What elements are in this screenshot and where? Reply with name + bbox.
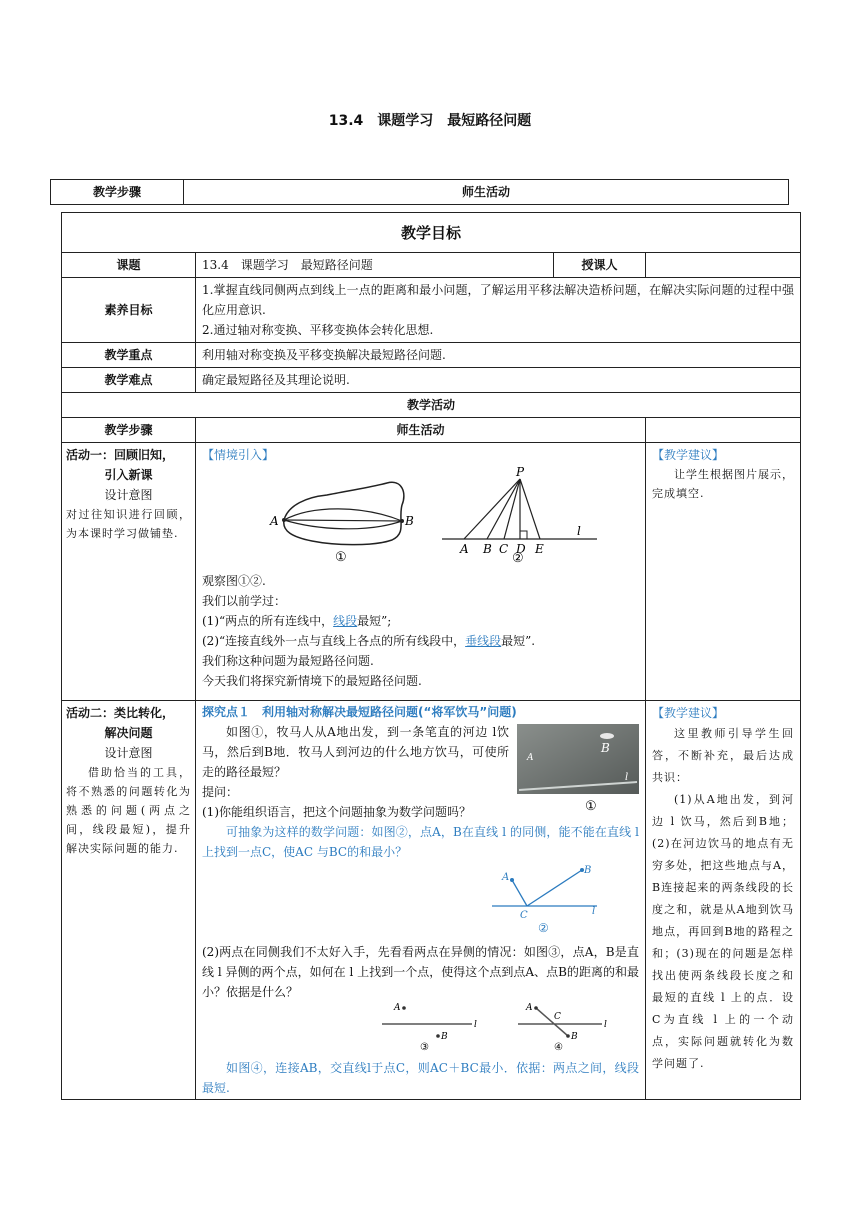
fig4-a-label: A [526, 1003, 533, 1013]
fig3-num: ③ [420, 1042, 429, 1052]
fig2-a-label: A [502, 872, 510, 883]
photo-label-a: A [527, 753, 534, 763]
answer-perpendicular: 垂线段 [465, 634, 502, 648]
header-activity: 师生活动 [184, 180, 789, 205]
activity1-call: 我们称这种问题为最短路径问题. [202, 654, 374, 668]
photo-label-l: l [625, 772, 629, 783]
activity2-q2: (2)两点在同侧我们不太好入手，先看看两点在异侧的情况：如图③，点A，B是直线 l 异侧的两个点，如何在 l 上找到一个点，使得这个点到点A、点B的距离的和最小？依据是什么？ [202, 945, 639, 999]
activity2-advice-p2: (1)从A地出发，到河边 l 饮马，然后到B地；(2)在河边饮马的地点有无穷多处，把这些地点与A，B连接起来的两条线段的长度之和，就是从A地到饮马地点，再回到B地的路程之和；(3)现在的问题是怎样找出使两条线段长度之和最短的直线 l 上的点．设C为直线 l 上的一个动点，实际问题就转化为数学问题了. [652, 793, 795, 1070]
fig3-fig4 [202, 1002, 632, 1052]
literacy-label: 素养目标 [62, 278, 196, 343]
activity1-intent: 对过往知识进行回顾，为本课时学习做铺垫. [66, 508, 191, 540]
activity2-intent-title: 设计意图 [104, 746, 153, 760]
fig4-num: ④ [554, 1042, 563, 1052]
explore-title: 探究点１ 利用轴对称解决最短路径问题(“将军饮马”问题) [202, 705, 517, 719]
fig4-l-label: l [604, 1020, 607, 1030]
activity1-intent-title: 设计意图 [104, 488, 153, 502]
activity1-observe: 观察图①②. [202, 574, 266, 588]
teacher-label: 授课人 [554, 253, 646, 278]
activity1-today: 今天我们将探究新情境下的最短路径问题. [202, 674, 422, 688]
literacy-goal-2: 2.通过轴对称变换、平移变换体会转化思想. [202, 323, 434, 337]
fig4-c-label: C [554, 1012, 561, 1022]
fig4-b-label: B [571, 1032, 578, 1042]
lesson-plan-table [61, 212, 801, 1100]
fig2-label-a: A [460, 542, 469, 556]
activity2-advice-p1: 这里教师引导学生回答，不断补充，最后达成共识： [652, 727, 795, 784]
key-value: 利用轴对称变换及平移变换解决最短路径问题. [196, 343, 801, 368]
fig2-l-label: l [592, 906, 596, 917]
key-label: 教学重点 [62, 343, 196, 368]
difficulty-value: 确定最短路径及其理论说明. [196, 368, 801, 393]
activity1-q2: (2)“连接直线外一点与直线上各点的所有线段中，垂线段最短”. [202, 634, 536, 648]
topic-label: 课题 [62, 253, 196, 278]
activity2-q1: (1)你能组织语言，把这个问题抽象为数学问题吗？ [202, 805, 471, 819]
activity1-q1: (1)“两点的所有连线中，线段最短”; [202, 614, 392, 628]
activity2-name-1: 活动二：类比转化， [66, 706, 175, 720]
answer-segment: 线段 [333, 614, 358, 628]
fig2-label-d: D [516, 542, 526, 556]
fig3-b-label: B [441, 1032, 448, 1042]
activity1-name-1: 活动一：回顾旧知， [66, 448, 175, 462]
activity1-advice: 让学生根据图片展示，完成填空. [652, 468, 795, 500]
fig2-label-b: B [483, 542, 492, 556]
activity1-name-2: 引入新课 [104, 468, 153, 482]
activity1-figures [202, 465, 632, 565]
fig2-num: ② [538, 921, 549, 935]
col-activity: 师生活动 [196, 418, 646, 443]
fig3-a-label: A [394, 1003, 401, 1013]
page-title: 13.4 课题学习 最短路径问题 [328, 113, 532, 129]
fig2-label-c: C [499, 542, 509, 556]
fig2-label-e: E [535, 542, 544, 556]
literacy-goal-1: 1.掌握直线同侧两点到线上一点的距离和最小问题，了解运用平移法解决造桥问题，在解决实际问题的过程中强化应用意识. [202, 283, 795, 317]
activity1-learned: 我们以前学过： [202, 594, 287, 608]
activity2-ask: 提问： [202, 785, 239, 799]
fig2-label-p: P [516, 465, 525, 479]
fig3-l-label: l [474, 1020, 477, 1030]
fig2-c-label: C [520, 910, 528, 921]
fig2-same-side [202, 862, 632, 936]
activity1-advice-tag: 【教学建议】 [652, 448, 725, 462]
fig2-label-l: l [577, 524, 581, 538]
difficulty-label: 教学难点 [62, 368, 196, 393]
activity2-a1: 可抽象为这样的数学问题：如图②，点A，B在直线 l 的同侧，能不能在直线 l 上找到一点C，使AC 与BC的和最小？ [202, 825, 639, 859]
fig2-number: ② [512, 551, 524, 565]
fig1-label-a: A [270, 514, 279, 528]
photo-label-b: B [601, 741, 610, 755]
fig1-label-b: B [405, 514, 414, 528]
topic-value: 13.4 课题学习 最短路径问题 [196, 253, 554, 278]
fig1-number: ① [335, 550, 347, 565]
activity2-advice-tag: 【教学建议】 [652, 706, 725, 720]
activity2-p1: 如图①，牧马人从A地出发，到一条笔直的河边 l饮马，然后到B地．牧马人到河边的什么地方饮马，可使所走的路径最短？ [202, 725, 509, 779]
activities-heading: 教学活动 [62, 393, 801, 418]
fig1-path-upper [284, 509, 402, 521]
header-steps: 教学步骤 [51, 180, 184, 205]
steps-header-table [50, 179, 789, 205]
fig2-b-label: B [584, 865, 592, 876]
activity2-intent: 借助恰当的工具，将不熟悉的问题转化为熟悉的问题(两点之间，线段最短)，提升解决实际问题的能力. [66, 766, 191, 855]
goals-heading: 教学目标 [62, 213, 801, 253]
col-steps: 教学步骤 [62, 418, 196, 443]
photo-number: ① [585, 799, 597, 812]
fig1-path-straight [284, 520, 402, 521]
activity2-name-2: 解决问题 [104, 726, 153, 740]
river-photo [517, 724, 639, 812]
activity1-tag: 【情境引入】 [202, 448, 275, 462]
activity2-a2: 如图④，连接AB，交直线l于点C，则AC＋BC最小．依据：两点之间，线段最短. [202, 1061, 639, 1095]
teacher-value [646, 253, 801, 278]
